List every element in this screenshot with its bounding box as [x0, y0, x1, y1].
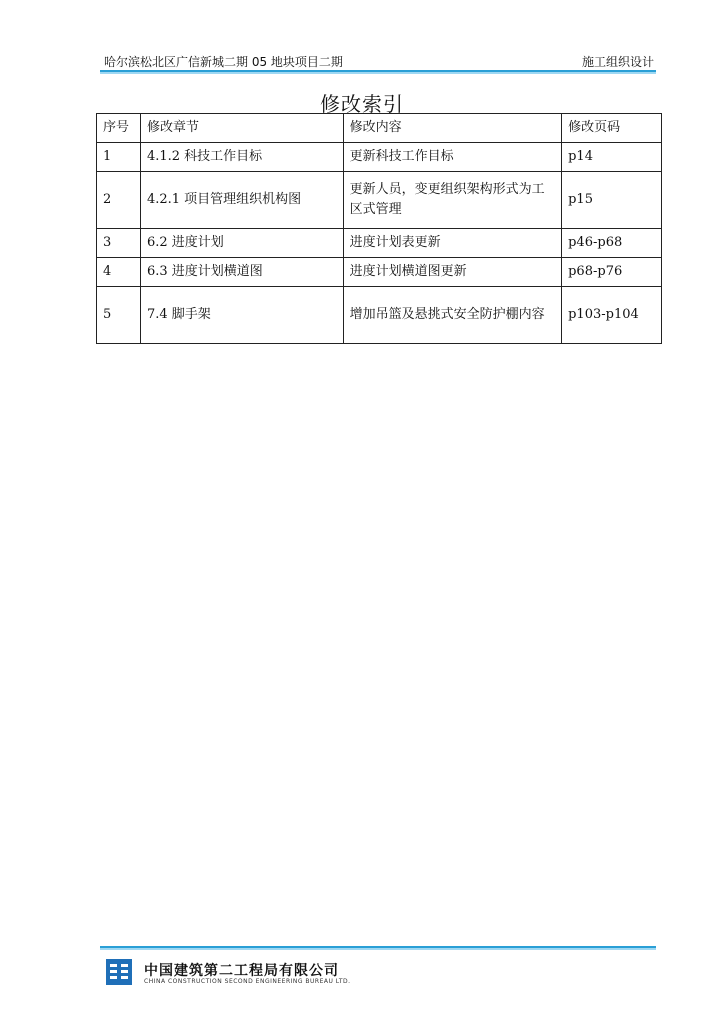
col-header-chapter: 修改章节 — [140, 114, 343, 143]
cell-seq: 1 — [97, 143, 141, 172]
cell-pages: p103-p104 — [562, 287, 662, 344]
table-row — [97, 229, 662, 258]
footer-rule — [100, 946, 656, 950]
cell-seq: 4 — [97, 258, 141, 287]
cell-chapter: 4.1.2 科技工作目标 — [140, 143, 343, 172]
table-row — [97, 143, 662, 172]
cell-chapter: 6.3 进度计划横道图 — [140, 258, 343, 287]
col-header-seq: 序号 — [97, 114, 141, 143]
company-logo — [106, 959, 132, 985]
cell-pages: p15 — [562, 172, 662, 229]
col-header-content: 修改内容 — [343, 114, 562, 143]
cell-chapter: 4.2.1 项目管理组织机构图 — [140, 172, 343, 229]
cell-seq: 2 — [97, 172, 141, 229]
header-project-name: 哈尔滨松北区广信新城二期 05 地块项目二期 — [104, 55, 343, 69]
cell-content: 更新人员，变更组织架构形式为工区式管理 — [343, 172, 562, 229]
table-row — [97, 172, 662, 229]
table-row — [97, 287, 662, 344]
cell-chapter: 6.2 进度计划 — [140, 229, 343, 258]
cell-content: 进度计划表更新 — [343, 229, 562, 258]
col-header-pages: 修改页码 — [562, 114, 662, 143]
cell-seq: 5 — [97, 287, 141, 344]
cell-content: 更新科技工作目标 — [343, 143, 562, 172]
company-name-en: CHINA CONSTRUCTION SECOND ENGINEERING BUREAU LTD. — [144, 978, 351, 985]
cell-content: 增加吊篮及悬挑式安全防护棚内容 — [343, 287, 562, 344]
header-document-type: 施工组织设计 — [581, 55, 654, 69]
page-header — [100, 50, 656, 72]
cell-pages: p46-p68 — [562, 229, 662, 258]
cell-pages: p68-p76 — [562, 258, 662, 287]
header-rule — [100, 70, 656, 74]
revision-index-table — [96, 113, 662, 344]
cell-chapter: 7.4 脚手架 — [140, 287, 343, 344]
cell-pages: p14 — [562, 143, 662, 172]
cell-seq: 3 — [97, 229, 141, 258]
table-header-row — [97, 114, 662, 143]
page-title: 修改索引 — [320, 92, 404, 116]
cell-content: 进度计划横道图更新 — [343, 258, 562, 287]
company-name-cn: 中国建筑第二工程局有限公司 — [144, 963, 339, 979]
table-row — [97, 258, 662, 287]
